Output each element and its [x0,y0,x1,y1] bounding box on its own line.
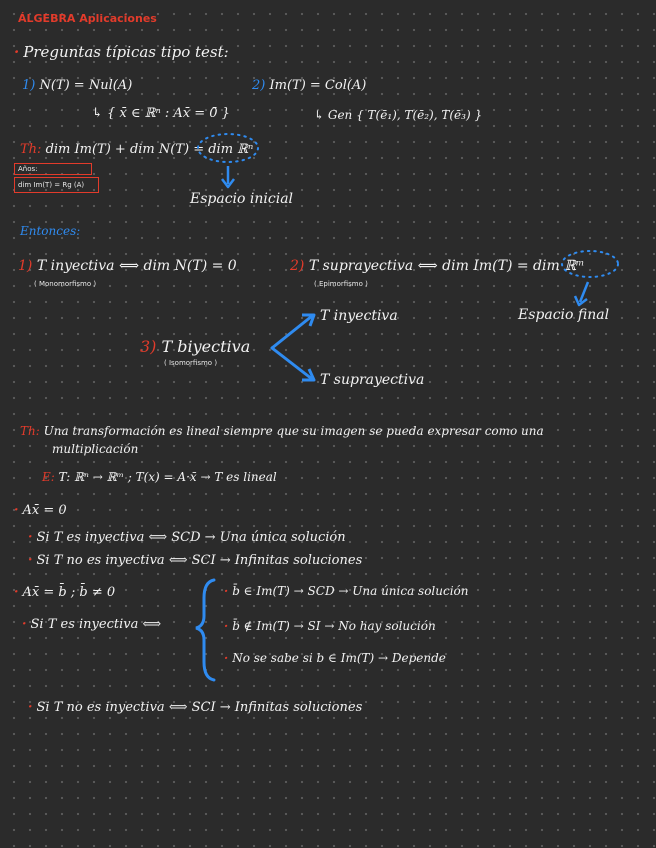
nonhomogeneous-case-3: · No se sabe si b ∈ Im(T) → Depende [224,651,446,665]
arrow-to-suprayectiva [272,348,314,380]
item-1-text: N(T) = Nul(A) [39,78,133,93]
property-inyectiva-sub: ( Monomorfismo ) [34,280,97,288]
page-title: ÁLGEBRA Aplicaciones [18,12,157,25]
arrow-to-inyectiva [272,315,314,348]
property-inyectiva-number: 1) [18,258,33,274]
theorem-label: Th: [20,142,42,157]
example-label: E: [42,470,55,484]
nonhomogeneous-condition: · Si T es inyectiva ⟺ [22,617,161,632]
property-suprayectiva-text: T suprayectiva ⟺ dim Im(T) = dim ℝᵐ [308,258,585,274]
property-suprayectiva-number: 2) [290,258,305,274]
item-2-number: 2) [252,78,266,93]
arrow-down-espacio-final [575,282,588,305]
item-2-text: Im(T) = Col(A) [269,78,367,93]
nonhomogeneous-case-1: · b̄ ∈ Im(T) → SCD → Una única solución [224,584,469,598]
highlight-dim-rn [198,134,258,162]
theorem-lineal-label: Th: [20,424,40,438]
branch-suprayectiva: T suprayectiva [320,372,425,388]
section-heading-preguntas: · Preguntas típicas tipo test: [14,43,229,61]
note-box-label: Años: [14,163,92,175]
branch-inyectiva: T inyectiva [320,308,398,324]
nonhomogeneous-case-2: · b̄ ∉ Im(T) → SI → No hay solución [224,619,436,633]
noninjective-case: · Si T no es inyectiva ⟺ SCI → Infinitas soluciones [28,700,362,715]
section-heading-entonces: Entonces: [20,224,81,238]
note-box-formula: dim Im(T) = Rg (A) [14,177,99,193]
theorem-lineal-text: Una transformación es lineal siempre que su imagen se pueda expresar como una [43,424,544,438]
homogeneous-case-1: · Si T es inyectiva ⟺ SCD → Una única solución [28,530,346,545]
property-biyectiva-sub: ( Isomorfismo ) [164,359,218,367]
label-espacio-inicial: Espacio inicial [190,191,294,207]
homogeneous-equation: · Ax̄ = 0 [14,503,67,518]
item-1-number: 1) [22,78,36,93]
example-text: T: ℝⁿ → ℝᵐ ; T(x) = A·x̄ → T es lineal [58,470,277,484]
label-espacio-final: Espacio final [518,307,610,323]
nonhomogeneous-equation: · Ax̄ = b̄ ; b̄ ≠ 0 [14,585,115,600]
theorem-lineal-line2: multiplicación [52,442,139,456]
item-1-sub: ↳ { x̄ ∈ ℝⁿ : Ax̄ = 0̄ } [92,106,230,121]
homogeneous-case-2: · Si T no es inyectiva ⟺ SCI → Infinitas soluciones [28,553,362,568]
property-inyectiva-text: T inyectiva ⟺ dim N(T) = 0 [36,258,237,274]
property-biyectiva-number: 3) [140,337,157,356]
property-suprayectiva-sub: ( Epimorfismo ) [314,280,368,288]
item-2-sub: ↳ Gen { T(ē₁), T(ē₂), T(ē₃) } [314,108,483,122]
property-biyectiva-text: T biyectiva [161,337,251,356]
brace-cases [196,580,214,680]
highlight-dim-rm [562,251,618,277]
theorem-formula: dim Im(T) + dim N(T) = dim ℝⁿ [45,142,254,157]
arrow-down-espacio-inicial [222,166,234,187]
